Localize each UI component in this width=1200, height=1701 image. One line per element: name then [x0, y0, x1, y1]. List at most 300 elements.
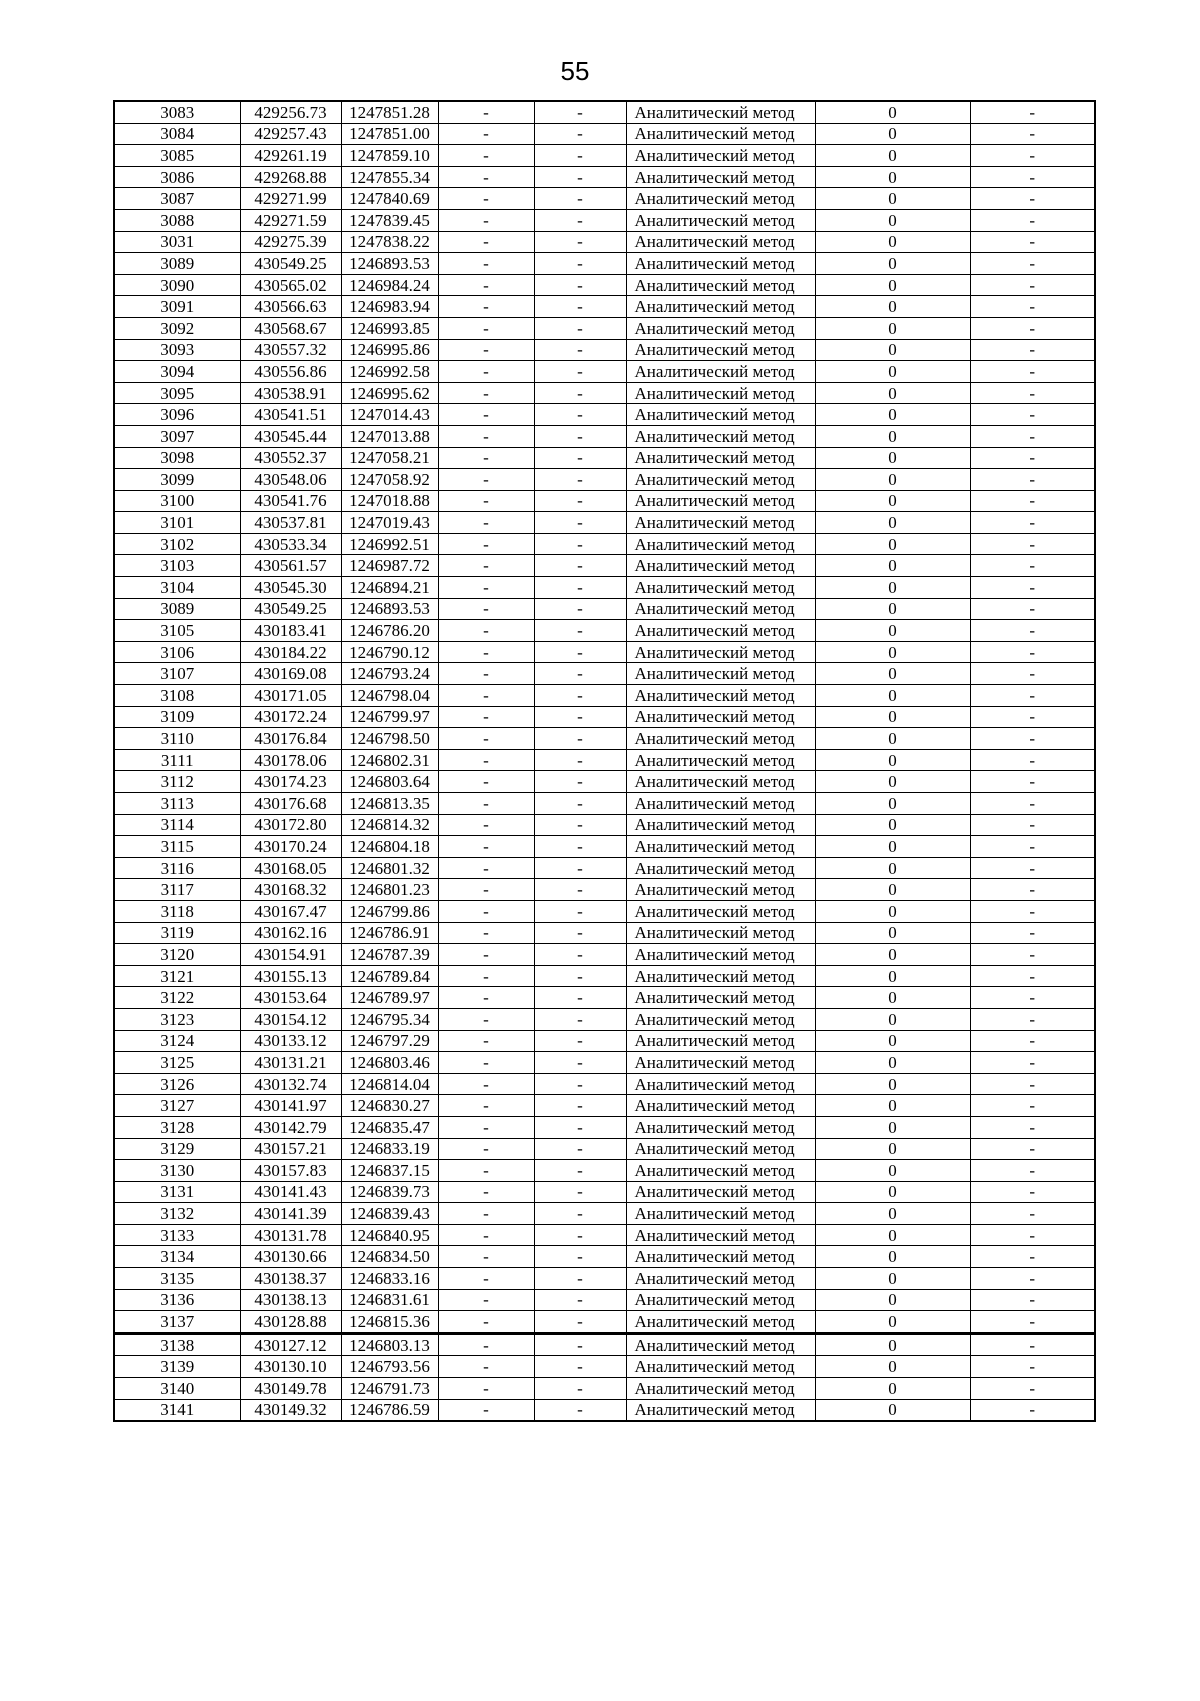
point-id-cell: 3084	[114, 123, 240, 145]
y-coordinate-cell: 1246798.04	[341, 685, 438, 707]
table-row	[114, 598, 1095, 620]
method-cell: Аналитический метод	[626, 339, 815, 361]
value-cell: 0	[815, 382, 970, 404]
method-cell: Аналитический метод	[626, 814, 815, 836]
dash-cell: -	[970, 1095, 1095, 1117]
point-id-cell: 3101	[114, 512, 240, 534]
value-cell: 0	[815, 447, 970, 469]
dash-cell: -	[970, 512, 1095, 534]
y-coordinate-cell: 1247058.92	[341, 469, 438, 491]
y-coordinate-cell: 1247851.28	[341, 101, 438, 123]
point-id-cell: 3093	[114, 339, 240, 361]
dash-cell: -	[534, 317, 626, 339]
dash-cell: -	[970, 1181, 1095, 1203]
y-coordinate-cell: 1247859.10	[341, 145, 438, 167]
y-coordinate-cell: 1247839.45	[341, 209, 438, 231]
table-row	[114, 706, 1095, 728]
point-id-cell: 3083	[114, 101, 240, 123]
y-coordinate-cell: 1246987.72	[341, 555, 438, 577]
point-id-cell: 3139	[114, 1356, 240, 1378]
dash-cell: -	[970, 1289, 1095, 1311]
y-coordinate-cell: 1247851.00	[341, 123, 438, 145]
value-cell: 0	[815, 685, 970, 707]
value-cell: 0	[815, 404, 970, 426]
dash-cell: -	[970, 706, 1095, 728]
y-coordinate-cell: 1246802.31	[341, 749, 438, 771]
y-coordinate-cell: 1246815.36	[341, 1311, 438, 1334]
y-coordinate-cell: 1246803.46	[341, 1052, 438, 1074]
method-cell: Аналитический метод	[626, 209, 815, 231]
point-id-cell: 3115	[114, 836, 240, 858]
dash-cell: -	[438, 857, 534, 879]
dash-cell: -	[438, 1268, 534, 1290]
point-id-cell: 3109	[114, 706, 240, 728]
table-row	[114, 857, 1095, 879]
point-id-cell: 3105	[114, 620, 240, 642]
x-coordinate-cell: 429275.39	[240, 231, 341, 253]
y-coordinate-cell: 1246787.39	[341, 944, 438, 966]
value-cell: 0	[815, 728, 970, 750]
method-cell: Аналитический метод	[626, 728, 815, 750]
y-coordinate-cell: 1246837.15	[341, 1160, 438, 1182]
x-coordinate-cell: 430154.91	[240, 944, 341, 966]
dash-cell: -	[970, 685, 1095, 707]
table-row	[114, 447, 1095, 469]
point-id-cell: 3138	[114, 1333, 240, 1356]
point-id-cell: 3104	[114, 577, 240, 599]
dash-cell: -	[534, 1268, 626, 1290]
dash-cell: -	[438, 749, 534, 771]
point-id-cell: 3130	[114, 1160, 240, 1182]
x-coordinate-cell: 430557.32	[240, 339, 341, 361]
point-id-cell: 3113	[114, 793, 240, 815]
y-coordinate-cell: 1246813.35	[341, 793, 438, 815]
x-coordinate-cell: 430541.76	[240, 490, 341, 512]
dash-cell: -	[438, 1030, 534, 1052]
dash-cell: -	[438, 620, 534, 642]
dash-cell: -	[438, 793, 534, 815]
dash-cell: -	[534, 404, 626, 426]
method-cell: Аналитический метод	[626, 836, 815, 858]
dash-cell: -	[970, 1030, 1095, 1052]
point-id-cell: 3118	[114, 900, 240, 922]
y-coordinate-cell: 1247058.21	[341, 447, 438, 469]
table-row	[114, 1246, 1095, 1268]
y-coordinate-cell: 1246791.73	[341, 1378, 438, 1400]
method-cell: Аналитический метод	[626, 274, 815, 296]
y-coordinate-cell: 1246790.12	[341, 641, 438, 663]
point-id-cell: 3128	[114, 1116, 240, 1138]
method-cell: Аналитический метод	[626, 1116, 815, 1138]
value-cell: 0	[815, 706, 970, 728]
dash-cell: -	[438, 274, 534, 296]
point-id-cell: 3099	[114, 469, 240, 491]
x-coordinate-cell: 430176.84	[240, 728, 341, 750]
dash-cell: -	[534, 253, 626, 275]
dash-cell: -	[438, 490, 534, 512]
dash-cell: -	[534, 1052, 626, 1074]
value-cell: 0	[815, 1268, 970, 1290]
dash-cell: -	[438, 1356, 534, 1378]
x-coordinate-cell: 430130.66	[240, 1246, 341, 1268]
dash-cell: -	[438, 706, 534, 728]
dash-cell: -	[438, 512, 534, 534]
point-id-cell: 3116	[114, 857, 240, 879]
dash-cell: -	[970, 771, 1095, 793]
method-cell: Аналитический метод	[626, 253, 815, 275]
y-coordinate-cell: 1247013.88	[341, 425, 438, 447]
dash-cell: -	[438, 1073, 534, 1095]
y-coordinate-cell: 1246798.50	[341, 728, 438, 750]
table-row	[114, 166, 1095, 188]
dash-cell: -	[438, 145, 534, 167]
value-cell: 0	[815, 1224, 970, 1246]
method-cell: Аналитический метод	[626, 425, 815, 447]
dash-cell: -	[970, 944, 1095, 966]
method-cell: Аналитический метод	[626, 361, 815, 383]
table-row	[114, 1311, 1095, 1334]
table-row	[114, 1160, 1095, 1182]
method-cell: Аналитический метод	[626, 1268, 815, 1290]
table-row	[114, 123, 1095, 145]
dash-cell: -	[534, 447, 626, 469]
x-coordinate-cell: 430184.22	[240, 641, 341, 663]
dash-cell: -	[534, 620, 626, 642]
method-cell: Аналитический метод	[626, 685, 815, 707]
y-coordinate-cell: 1246801.32	[341, 857, 438, 879]
method-cell: Аналитический метод	[626, 1289, 815, 1311]
point-id-cell: 3114	[114, 814, 240, 836]
dash-cell: -	[438, 1116, 534, 1138]
point-id-cell: 3108	[114, 685, 240, 707]
table-row	[114, 944, 1095, 966]
dash-cell: -	[438, 1289, 534, 1311]
method-cell: Аналитический метод	[626, 965, 815, 987]
table-row	[114, 490, 1095, 512]
y-coordinate-cell: 1246786.91	[341, 922, 438, 944]
dash-cell: -	[970, 447, 1095, 469]
method-cell: Аналитический метод	[626, 879, 815, 901]
x-coordinate-cell: 430537.81	[240, 512, 341, 534]
method-cell: Аналитический метод	[626, 1138, 815, 1160]
method-cell: Аналитический метод	[626, 555, 815, 577]
dash-cell: -	[534, 1224, 626, 1246]
dash-cell: -	[970, 101, 1095, 123]
table-row	[114, 1378, 1095, 1400]
dash-cell: -	[534, 1181, 626, 1203]
dash-cell: -	[438, 166, 534, 188]
value-cell: 0	[815, 1203, 970, 1225]
point-id-cell: 3119	[114, 922, 240, 944]
value-cell: 0	[815, 1030, 970, 1052]
y-coordinate-cell: 1246840.95	[341, 1224, 438, 1246]
dash-cell: -	[438, 944, 534, 966]
dash-cell: -	[438, 965, 534, 987]
method-cell: Аналитический метод	[626, 490, 815, 512]
dash-cell: -	[534, 857, 626, 879]
point-id-cell: 3134	[114, 1246, 240, 1268]
dash-cell: -	[438, 253, 534, 275]
dash-cell: -	[534, 1399, 626, 1421]
dash-cell: -	[534, 231, 626, 253]
y-coordinate-cell: 1246814.04	[341, 1073, 438, 1095]
method-cell: Аналитический метод	[626, 749, 815, 771]
dash-cell: -	[970, 857, 1095, 879]
y-coordinate-cell: 1246793.56	[341, 1356, 438, 1378]
dash-cell: -	[438, 1160, 534, 1182]
table-row	[114, 296, 1095, 318]
dash-cell: -	[970, 1356, 1095, 1378]
dash-cell: -	[970, 533, 1095, 555]
dash-cell: -	[534, 101, 626, 123]
point-id-cell: 3112	[114, 771, 240, 793]
x-coordinate-cell: 430548.06	[240, 469, 341, 491]
method-cell: Аналитический метод	[626, 188, 815, 210]
value-cell: 0	[815, 317, 970, 339]
dash-cell: -	[970, 1008, 1095, 1030]
y-coordinate-cell: 1247014.43	[341, 404, 438, 426]
y-coordinate-cell: 1246993.85	[341, 317, 438, 339]
value-cell: 0	[815, 361, 970, 383]
method-cell: Аналитический метод	[626, 1356, 815, 1378]
table-row	[114, 728, 1095, 750]
dash-cell: -	[534, 274, 626, 296]
method-cell: Аналитический метод	[626, 166, 815, 188]
point-id-cell: 3136	[114, 1289, 240, 1311]
point-id-cell: 3031	[114, 231, 240, 253]
value-cell: 0	[815, 1052, 970, 1074]
value-cell: 0	[815, 425, 970, 447]
table-row	[114, 339, 1095, 361]
dash-cell: -	[970, 1160, 1095, 1182]
x-coordinate-cell: 430141.39	[240, 1203, 341, 1225]
dash-cell: -	[970, 1116, 1095, 1138]
point-id-cell: 3131	[114, 1181, 240, 1203]
point-id-cell: 3088	[114, 209, 240, 231]
table-row	[114, 101, 1095, 123]
dash-cell: -	[534, 771, 626, 793]
x-coordinate-cell: 430130.10	[240, 1356, 341, 1378]
method-cell: Аналитический метод	[626, 1052, 815, 1074]
x-coordinate-cell: 429268.88	[240, 166, 341, 188]
dash-cell: -	[970, 965, 1095, 987]
dash-cell: -	[438, 1378, 534, 1400]
dash-cell: -	[534, 339, 626, 361]
method-cell: Аналитический метод	[626, 469, 815, 491]
dash-cell: -	[970, 339, 1095, 361]
value-cell: 0	[815, 620, 970, 642]
dash-cell: -	[534, 555, 626, 577]
value-cell: 0	[815, 512, 970, 534]
dash-cell: -	[970, 900, 1095, 922]
x-coordinate-cell: 430174.23	[240, 771, 341, 793]
dash-cell: -	[438, 1052, 534, 1074]
table-row	[114, 1333, 1095, 1356]
point-id-cell: 3135	[114, 1268, 240, 1290]
value-cell: 0	[815, 188, 970, 210]
dash-cell: -	[970, 1138, 1095, 1160]
table-row	[114, 1181, 1095, 1203]
dash-cell: -	[438, 1246, 534, 1268]
dash-cell: -	[534, 987, 626, 1009]
x-coordinate-cell: 430141.43	[240, 1181, 341, 1203]
x-coordinate-cell: 430545.44	[240, 425, 341, 447]
method-cell: Аналитический метод	[626, 296, 815, 318]
dash-cell: -	[438, 555, 534, 577]
value-cell: 0	[815, 490, 970, 512]
value-cell: 0	[815, 339, 970, 361]
table-row	[114, 814, 1095, 836]
point-id-cell: 3121	[114, 965, 240, 987]
value-cell: 0	[815, 1138, 970, 1160]
dash-cell: -	[970, 1246, 1095, 1268]
value-cell: 0	[815, 663, 970, 685]
dash-cell: -	[970, 1052, 1095, 1074]
value-cell: 0	[815, 1008, 970, 1030]
x-coordinate-cell: 430170.24	[240, 836, 341, 858]
point-id-cell: 3094	[114, 361, 240, 383]
x-coordinate-cell: 430566.63	[240, 296, 341, 318]
method-cell: Аналитический метод	[626, 231, 815, 253]
x-coordinate-cell: 429257.43	[240, 123, 341, 145]
y-coordinate-cell: 1246814.32	[341, 814, 438, 836]
dash-cell: -	[970, 620, 1095, 642]
point-id-cell: 3141	[114, 1399, 240, 1421]
x-coordinate-cell: 430541.51	[240, 404, 341, 426]
dash-cell: -	[438, 987, 534, 1009]
dash-cell: -	[534, 944, 626, 966]
x-coordinate-cell: 430176.68	[240, 793, 341, 815]
method-cell: Аналитический метод	[626, 1073, 815, 1095]
value-cell: 0	[815, 145, 970, 167]
point-id-cell: 3126	[114, 1073, 240, 1095]
table-row	[114, 317, 1095, 339]
dash-cell: -	[534, 706, 626, 728]
dash-cell: -	[534, 663, 626, 685]
dash-cell: -	[438, 1333, 534, 1356]
value-cell: 0	[815, 965, 970, 987]
dash-cell: -	[438, 641, 534, 663]
point-id-cell: 3133	[114, 1224, 240, 1246]
method-cell: Аналитический метод	[626, 1160, 815, 1182]
y-coordinate-cell: 1246833.16	[341, 1268, 438, 1290]
dash-cell: -	[970, 1399, 1095, 1421]
point-id-cell: 3137	[114, 1311, 240, 1334]
x-coordinate-cell: 430168.32	[240, 879, 341, 901]
y-coordinate-cell: 1246893.53	[341, 598, 438, 620]
method-cell: Аналитический метод	[626, 404, 815, 426]
method-cell: Аналитический метод	[626, 857, 815, 879]
value-cell: 0	[815, 577, 970, 599]
dash-cell: -	[438, 339, 534, 361]
value-cell: 0	[815, 793, 970, 815]
table-row	[114, 404, 1095, 426]
x-coordinate-cell: 430132.74	[240, 1073, 341, 1095]
point-id-cell: 3087	[114, 188, 240, 210]
table-row	[114, 382, 1095, 404]
dash-cell: -	[438, 296, 534, 318]
table-row	[114, 641, 1095, 663]
y-coordinate-cell: 1246834.50	[341, 1246, 438, 1268]
dash-cell: -	[534, 166, 626, 188]
dash-cell: -	[970, 663, 1095, 685]
table-row	[114, 1138, 1095, 1160]
dash-cell: -	[970, 1378, 1095, 1400]
y-coordinate-cell: 1247838.22	[341, 231, 438, 253]
method-cell: Аналитический метод	[626, 577, 815, 599]
y-coordinate-cell: 1246992.51	[341, 533, 438, 555]
table-row	[114, 1116, 1095, 1138]
dash-cell: -	[534, 922, 626, 944]
dash-cell: -	[534, 1073, 626, 1095]
x-coordinate-cell: 430565.02	[240, 274, 341, 296]
y-coordinate-cell: 1246799.97	[341, 706, 438, 728]
method-cell: Аналитический метод	[626, 1399, 815, 1421]
dash-cell: -	[970, 382, 1095, 404]
table-row	[114, 1073, 1095, 1095]
point-id-cell: 3132	[114, 1203, 240, 1225]
dash-cell: -	[534, 469, 626, 491]
coordinates-table	[113, 100, 1096, 1422]
dash-cell: -	[438, 771, 534, 793]
value-cell: 0	[815, 253, 970, 275]
table-row	[114, 900, 1095, 922]
value-cell: 0	[815, 1378, 970, 1400]
value-cell: 0	[815, 231, 970, 253]
table-row	[114, 793, 1095, 815]
x-coordinate-cell: 430167.47	[240, 900, 341, 922]
x-coordinate-cell: 430162.16	[240, 922, 341, 944]
table-row	[114, 145, 1095, 167]
dash-cell: -	[534, 1333, 626, 1356]
x-coordinate-cell: 430171.05	[240, 685, 341, 707]
dash-cell: -	[534, 533, 626, 555]
dash-cell: -	[970, 404, 1095, 426]
value-cell: 0	[815, 771, 970, 793]
dash-cell: -	[534, 577, 626, 599]
method-cell: Аналитический метод	[626, 1030, 815, 1052]
value-cell: 0	[815, 123, 970, 145]
dash-cell: -	[438, 533, 534, 555]
point-id-cell: 3102	[114, 533, 240, 555]
value-cell: 0	[815, 555, 970, 577]
dash-cell: -	[438, 1203, 534, 1225]
dash-cell: -	[534, 598, 626, 620]
method-cell: Аналитический метод	[626, 1333, 815, 1356]
value-cell: 0	[815, 1311, 970, 1334]
x-coordinate-cell: 430153.64	[240, 987, 341, 1009]
dash-cell: -	[970, 641, 1095, 663]
dash-cell: -	[438, 101, 534, 123]
dash-cell: -	[438, 728, 534, 750]
dash-cell: -	[534, 1138, 626, 1160]
method-cell: Аналитический метод	[626, 900, 815, 922]
x-coordinate-cell: 430568.67	[240, 317, 341, 339]
dash-cell: -	[438, 1399, 534, 1421]
dash-cell: -	[534, 1311, 626, 1334]
method-cell: Аналитический метод	[626, 1311, 815, 1334]
method-cell: Аналитический метод	[626, 123, 815, 145]
y-coordinate-cell: 1246803.13	[341, 1333, 438, 1356]
value-cell: 0	[815, 944, 970, 966]
value-cell: 0	[815, 836, 970, 858]
dash-cell: -	[970, 987, 1095, 1009]
dash-cell: -	[438, 123, 534, 145]
point-id-cell: 3085	[114, 145, 240, 167]
point-id-cell: 3097	[114, 425, 240, 447]
y-coordinate-cell: 1246894.21	[341, 577, 438, 599]
point-id-cell: 3107	[114, 663, 240, 685]
